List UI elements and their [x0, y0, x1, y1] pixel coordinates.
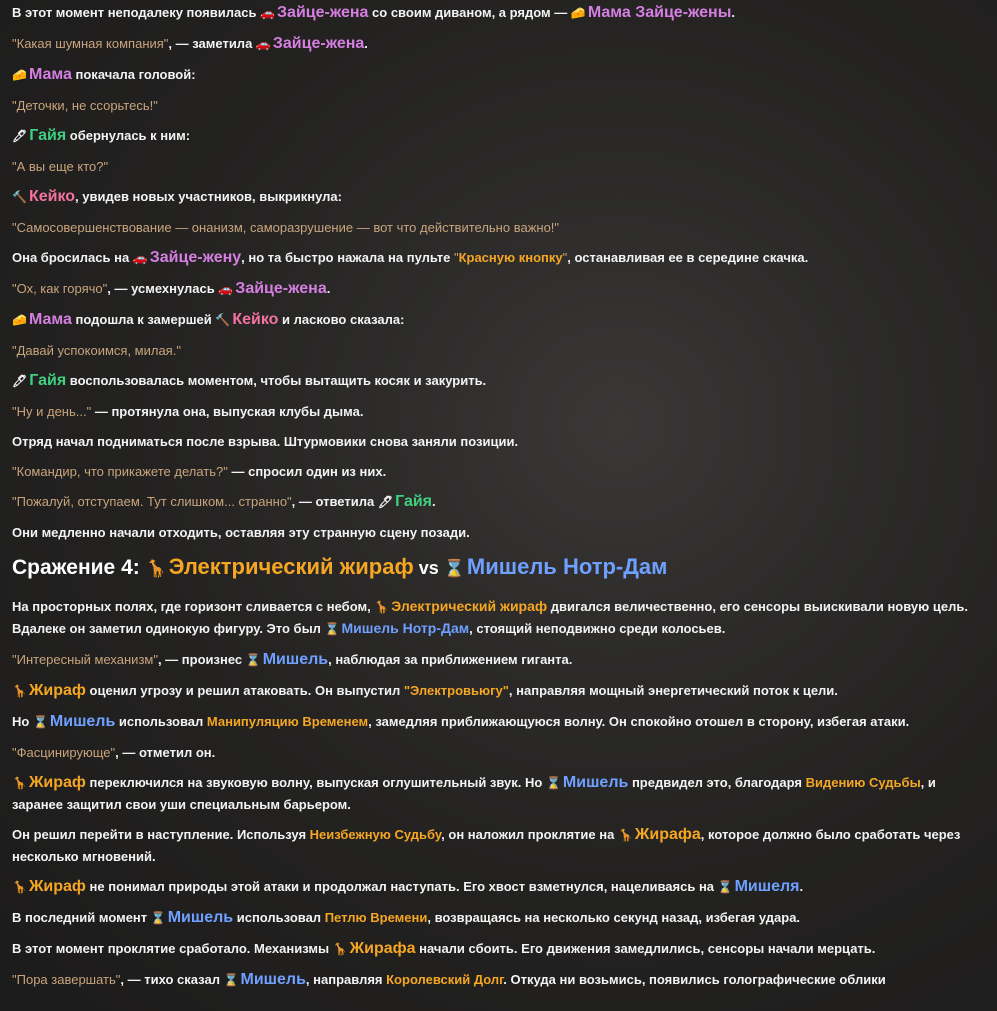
story-line: [12, 742, 982, 763]
character-zaika-wife: Зайце-жена: [277, 4, 369, 21]
hourglass-icon: ⌛: [324, 622, 340, 636]
narration-text: со своим диваном, а рядом —: [368, 5, 571, 20]
story-line: [12, 278, 982, 300]
quote-text: "Пора завершать": [12, 972, 121, 987]
narration-text: , — усмехнулась: [107, 281, 219, 296]
cheese-icon: 🧀: [12, 68, 27, 82]
narration-text: В последний момент: [12, 910, 151, 925]
narration-text: .: [731, 5, 736, 20]
quote-text: "Командир, что прикажете делать?": [12, 464, 228, 479]
narration-text: предвидел это, благодаря: [628, 775, 806, 790]
story-line: [12, 649, 982, 671]
narration-text: покачала головой:: [71, 67, 196, 82]
character-zaika-wife: Зайце-жену: [149, 249, 242, 266]
story-line: [12, 824, 982, 867]
story-log: [12, 2, 982, 1000]
car-icon: 🚗: [260, 6, 276, 20]
narration-text: , направляя: [305, 972, 387, 987]
narration-text: воспользовалась моментом, чтобы вытащить косяк и закурить.: [66, 373, 487, 388]
story-line: [12, 64, 982, 86]
narration-text: . Откуда ни возьмись, появились голографические облики: [503, 972, 886, 987]
story-line: [12, 309, 982, 331]
hourglass-icon: ⌛: [223, 973, 239, 987]
narration-text: , — отметил он.: [115, 745, 216, 760]
hammer-icon: 🔨: [12, 190, 27, 204]
narration-text: , возвращаясь на несколько секунд назад, избегая удара.: [427, 910, 801, 925]
character-giraffe: Электрический жираф: [391, 598, 548, 614]
cheese-icon: 🧀: [570, 6, 586, 20]
narration-text: обернулась к ним:: [66, 128, 191, 143]
giraffe-icon: 🦒: [617, 828, 633, 842]
pen-icon: 🖊: [12, 129, 28, 143]
narration-text: , которое должно было сработать через несколько мгновений.: [12, 827, 961, 864]
story-line: [12, 491, 982, 513]
character-keiko: Кейко: [28, 188, 76, 205]
narration-text: и ласково сказала:: [278, 312, 405, 327]
character-keiko: Кейко: [232, 311, 279, 328]
item-royal-debt: Королевский Долг: [386, 972, 504, 987]
quote-line: "Самосовершенствование — онанизм, саморазрушение — вот что действительно важно!": [12, 220, 560, 235]
character-michel: Мишеля: [734, 878, 800, 895]
giraffe-icon: 🦒: [374, 600, 390, 614]
giraffe-icon: 🦒: [332, 942, 348, 956]
pen-icon: 🖊: [377, 495, 394, 509]
character-gaia: Гайя: [29, 127, 67, 144]
narration-text: переключился на звуковую волну, выпуская оглушительный звук. Но: [85, 775, 546, 790]
narration-text: .: [326, 281, 331, 296]
story-line: [12, 2, 982, 24]
story-line: [12, 461, 982, 482]
narration-text: не понимал природы этой атаки и продолжал наступать. Его хвост взметнулся, нацеливаясь на: [85, 879, 718, 894]
narration-text: , — произнес: [157, 652, 246, 667]
battle-heading: [12, 552, 982, 584]
item-inevitable-fate: Неизбежную Судьбу: [309, 827, 442, 842]
quote-line: "А вы еще кто?": [12, 159, 109, 174]
character-mama: Мама Зайце-жены: [587, 4, 732, 21]
character-giraffe: Жирафа: [349, 940, 416, 957]
quote-text: "Интересный механизм": [12, 652, 158, 667]
narration-text: .: [432, 494, 436, 509]
character-michel: Мишель Нотр-Дам: [466, 554, 668, 579]
character-mama: Мама: [28, 311, 72, 328]
hourglass-icon: ⌛: [150, 911, 166, 925]
item-electro-storm: "Электровьюгу": [403, 683, 509, 698]
narration-text: , и заранее защитил свои уши специальным барьером.: [12, 775, 936, 812]
narration-text: подошла к замершей: [71, 312, 216, 327]
narration-text: двигался величественно, его сенсоры выискивали новую цель. Вдалеке он заметил одинокую фигуру. Это был: [12, 599, 968, 636]
giraffe-icon: 🦒: [12, 776, 27, 790]
narration-text: , стоящий неподвижно среди колосьев.: [469, 621, 726, 636]
story-line: [12, 186, 982, 208]
character-gaia: Гайя: [29, 372, 67, 389]
story-line: [12, 247, 982, 269]
quote-mark: ": [453, 250, 459, 265]
hourglass-icon: ⌛: [717, 880, 733, 894]
item-red-button: Красную кнопку: [458, 250, 563, 265]
character-gaia: Гайя: [395, 493, 433, 510]
character-michel: Мишель: [49, 713, 116, 730]
hourglass-icon: ⌛: [443, 559, 465, 578]
character-michel: Мишель: [240, 971, 306, 988]
giraffe-icon: 🦒: [145, 559, 167, 578]
story-line: [12, 772, 982, 815]
narration-text: , наблюдая за приближением гиганта.: [328, 652, 573, 667]
narration-text: , — тихо сказал: [120, 972, 224, 987]
narration-text: , он наложил проклятие на: [441, 827, 618, 842]
character-zaika-wife: Зайце-жена: [235, 280, 327, 297]
hammer-icon: 🔨: [215, 313, 231, 327]
narration-text: — спросил один из них.: [227, 464, 387, 479]
narration-text: , замедляя приближающуюся волну. Он спокойно отошел в сторону, избегая атаки.: [368, 714, 910, 729]
narration-text: , но та быстро нажала на пульте: [241, 250, 454, 265]
quote-line: "Деточки, не ссорьтесь!": [12, 98, 158, 113]
giraffe-icon: 🦒: [12, 880, 27, 894]
story-line: [12, 596, 982, 640]
quote-mark: ": [562, 250, 568, 265]
hourglass-icon: ⌛: [32, 715, 48, 729]
item-fate-vision: Видению Судьбы: [805, 775, 921, 790]
car-icon: 🚗: [255, 37, 271, 51]
narration-text: , — ответила: [291, 494, 378, 509]
story-line: [12, 876, 982, 898]
character-giraffe: Жирафа: [634, 826, 701, 843]
narration-text: .: [364, 36, 368, 51]
story-line: [12, 370, 982, 392]
item-time-loop: Петлю Времени: [324, 910, 428, 925]
story-line: [12, 125, 982, 147]
narration-text: В этот момент неподалеку появилась: [12, 5, 261, 20]
quote-text: "Пожалуй, отступаем. Тут слишком... странно": [12, 494, 292, 509]
narration-text: — протянула она, выпуская клубы дыма.: [91, 404, 364, 419]
cheese-icon: 🧀: [12, 313, 27, 327]
narration-text: На просторных полях, где горизонт сливается с небом,: [12, 599, 375, 614]
quote-text: "Ну и день...": [12, 404, 92, 419]
heading-text: vs: [413, 558, 444, 578]
item-time-manipulation: Манипуляцию Временем: [206, 714, 369, 729]
character-michel: Мишель Нотр-Дам: [341, 620, 470, 636]
character-michel: Мишель: [167, 909, 234, 926]
quote-text: "Какая шумная компания": [12, 36, 169, 51]
character-giraffe: Жираф: [28, 878, 86, 895]
quote-line: "Давай успокоимся, милая.": [12, 343, 181, 358]
character-giraffe: Жираф: [28, 682, 86, 699]
narration-text: использовал: [115, 714, 207, 729]
narration-text: , увидев новых участников, выкрикнула:: [75, 189, 342, 204]
heading-text: Сражение 4:: [12, 556, 146, 579]
quote-text: "Ох, как горячо": [12, 281, 108, 296]
quote-text: "Фасцинирующе": [12, 745, 116, 760]
character-michel: Мишель: [562, 774, 629, 791]
character-zaika-wife: Зайце-жена: [272, 35, 365, 52]
narration-text: начали сбоить. Его движения замедлились, сенсоры начали мерцать.: [415, 941, 876, 956]
story-line: [12, 969, 982, 991]
story-line: [12, 938, 982, 960]
character-michel: Мишель: [262, 651, 329, 668]
car-icon: 🚗: [218, 282, 234, 296]
narration-text: Он решил перейти в наступление. Используя: [12, 827, 310, 842]
car-icon: 🚗: [132, 251, 148, 265]
story-line: Они медленно начали отходить, оставляя эту странную сцену позади.: [12, 525, 470, 540]
character-mama: Мама: [28, 66, 72, 83]
narration-text: использовал: [233, 910, 325, 925]
narration-text: , останавливая ее в середине скачка.: [567, 250, 809, 265]
narration-text: , — заметила: [168, 36, 256, 51]
narration-text: .: [799, 879, 804, 894]
narration-text: оценил угрозу и решил атаковать. Он выпустил: [85, 683, 404, 698]
narration-text: В этот момент проклятие сработало. Механизмы: [12, 941, 333, 956]
character-giraffe: Жираф: [28, 774, 86, 791]
story-line: [12, 401, 982, 422]
story-line: [12, 680, 982, 702]
story-line: [12, 33, 982, 55]
character-giraffe: Электрический жираф: [168, 554, 414, 579]
pen-icon: 🖊: [12, 374, 28, 388]
hourglass-icon: ⌛: [545, 776, 561, 790]
story-line: Отряд начал подниматься после взрыва. Штурмовики снова заняли позиции.: [12, 434, 519, 449]
narration-text: Она бросилась на: [12, 250, 133, 265]
story-line: [12, 711, 982, 733]
story-line: [12, 907, 982, 929]
hourglass-icon: ⌛: [245, 653, 261, 667]
giraffe-icon: 🦒: [12, 684, 27, 698]
narration-text: Но: [12, 714, 33, 729]
narration-text: , направляя мощный энергетический поток к цели.: [508, 683, 838, 698]
